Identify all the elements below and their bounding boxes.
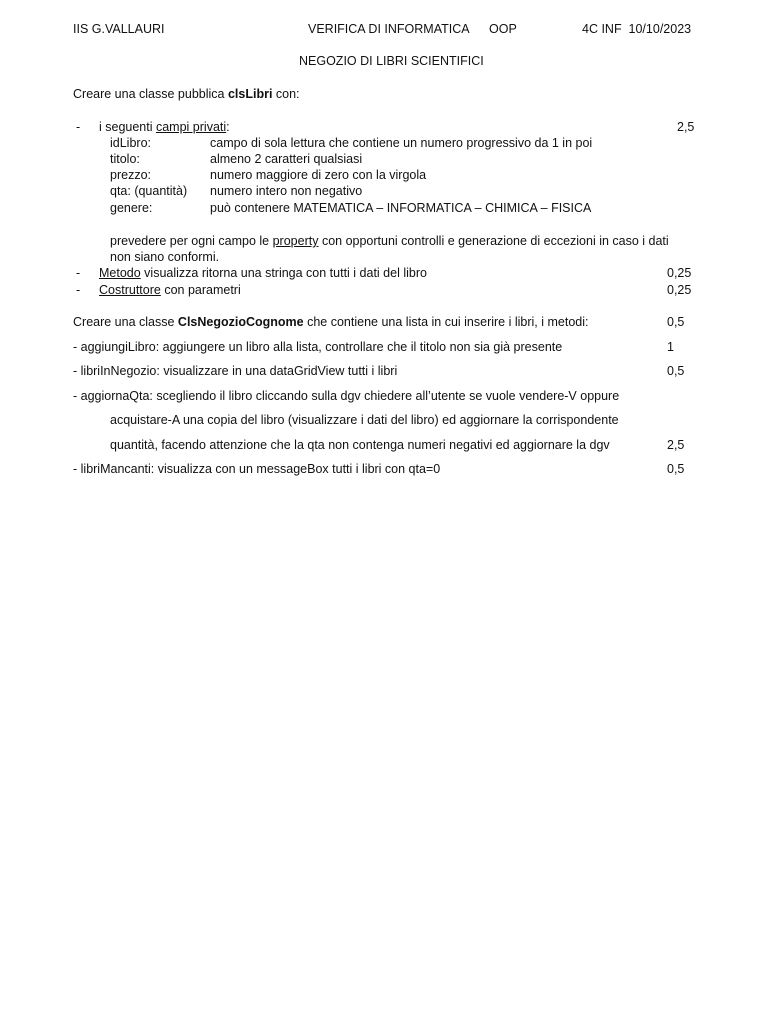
score-costruttore: 0,25: [667, 283, 692, 297]
test-title: VERIFICA DI INFORMATICA: [308, 22, 470, 36]
bullet-dash: -: [76, 283, 81, 297]
intro-text: Creare una classe: [73, 315, 178, 329]
property-note: [110, 233, 669, 249]
intro-text-end: con:: [272, 87, 300, 101]
property-term: property: [272, 234, 319, 248]
bullet-dash: -: [76, 120, 81, 134]
section1-intro: [73, 86, 300, 102]
note-text: prevedere per ogni campo le: [110, 234, 273, 248]
score-metodo: 0,25: [667, 266, 692, 280]
item-text: i seguenti: [99, 120, 156, 134]
field-desc: campo di sola lettura che contiene un numero progressivo da 1 in poi: [210, 136, 593, 150]
method-aggiornaqta: - aggiornaQta: scegliendo il libro cliccando sulla dgv chiedere all’utente se vuole vendere-V oppure: [73, 389, 620, 403]
field-desc: numero maggiore di zero con la virgola: [210, 168, 427, 182]
item-costruttore: [99, 282, 241, 298]
class-name-clsnegozio: ClsNegozioCognome: [177, 315, 304, 329]
item-text: con parametri: [160, 283, 241, 297]
class-name-clslibri: clsLibri: [227, 87, 273, 101]
method-aggiornaqta-line2: acquistare-A una copia del libro (visualizzare i dati del libro) ed aggiornare la corrispondente: [110, 413, 619, 427]
intro-text: Creare una classe pubblica: [73, 87, 228, 101]
item-text: visualizza ritorna una stringa con tutti i dati del libro: [140, 266, 427, 280]
item-colon: :: [226, 120, 230, 134]
field-name: prezzo:: [110, 168, 151, 182]
field-name: genere:: [110, 201, 153, 215]
note-text-end: con opportuni controlli e generazione di eccezioni in caso i dati: [318, 234, 669, 248]
field-desc: almeno 2 caratteri qualsiasi: [210, 152, 363, 166]
section2-intro: [73, 314, 588, 330]
class-date: 4C INF 10/10/2023: [582, 22, 692, 36]
score-campi-privati: 2,5: [677, 120, 695, 134]
document-title: NEGOZIO DI LIBRI SCIENTIFICI: [299, 54, 484, 68]
subject-label: OOP: [489, 22, 517, 36]
intro-text-end: che contiene una lista in cui inserire i libri, i metodi:: [303, 315, 589, 329]
score-aggiornaqta: 2,5: [667, 438, 685, 452]
item-metodo: [99, 265, 427, 281]
field-desc: può contenere MATEMATICA – INFORMATICA – CHIMICA – FISICA: [210, 201, 592, 215]
field-desc: numero intero non negativo: [210, 184, 363, 198]
score-libriinnegozio: 0,5: [667, 364, 685, 378]
score-section2-intro: 0,5: [667, 315, 685, 329]
method-aggiornaqta-line3: quantità, facendo attenzione che la qta non contenga numeri negativi ed aggiornare la dgv: [110, 438, 610, 452]
metodo-term: Metodo: [99, 266, 141, 280]
method-aggiungilibro: - aggiungiLibro: aggiungere un libro alla lista, controllare che il titolo non sia già presente: [73, 340, 563, 354]
method-libriinnegozio: - libriInNegozio: visualizzare in una dataGridView tutti i libri: [73, 364, 398, 378]
costruttore-term: Costruttore: [99, 283, 161, 297]
property-note-line2: non siano conformi.: [110, 250, 220, 264]
score-aggiungilibro: 1: [667, 340, 674, 354]
score-librimancanti: 0,5: [667, 462, 685, 476]
field-name: qta: (quantità): [110, 184, 188, 198]
bullet-dash: -: [76, 266, 81, 280]
method-librimancanti: - libriMancanti: visualizza con un messageBox tutti i libri con qta=0: [73, 462, 441, 476]
school-name: IIS G.VALLAURI: [73, 22, 165, 36]
field-name: idLibro:: [110, 136, 151, 150]
field-name: titolo:: [110, 152, 140, 166]
campi-privati-term: campi privati: [155, 120, 227, 134]
item-campi-privati: [99, 119, 230, 135]
